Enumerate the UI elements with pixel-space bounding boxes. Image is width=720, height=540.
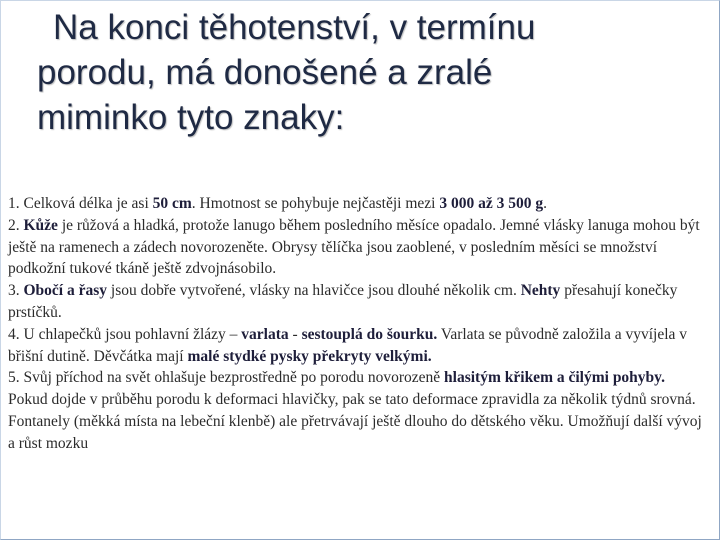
bold-text: 50 cm: [152, 195, 192, 212]
bold-text: sestouplá do šourku.: [301, 325, 438, 343]
text: 1. Celková délka je asi: [8, 195, 153, 212]
bold-text: Nehty: [520, 282, 561, 300]
text: 3.: [8, 282, 24, 300]
bold-text: Kůže: [23, 216, 58, 234]
text: 2.: [8, 216, 24, 234]
text: 5. Svůj příchod na svět ohlašuje bezprostředně po porodu novorozeně: [8, 369, 445, 387]
text: -: [288, 325, 302, 343]
text: . Hmotnost se pohybuje nejčastěji mezi: [191, 195, 440, 212]
bold-text: hlasitým křikem a čilými pohyby.: [444, 369, 665, 387]
text: jsou dobře vytvořené, vlásky na hlavičce jsou dlouhé několik cm.: [107, 282, 521, 300]
text: je růžová a hladká, protože lanugo během posledního měsíce opadalo. Jemné vlásky lanuga mohou být ještě na ramenech a zádech novorozeněte. Obrysy tělíčka jsou zaoblené, v posledním měsíci se množství podkožní tukové tkáně ještě zdvojnásobilo.: [8, 216, 700, 278]
bold-text: 3 000 až 3 500 g: [439, 195, 544, 212]
title-line-2: porodu, má donošené a zralé: [37, 53, 493, 92]
paragraph-genitals: [8, 324, 708, 368]
title-line-3: miminko tyto znaky:: [37, 98, 345, 137]
bold-text: varlata: [241, 325, 289, 343]
title-line-1: Na konci těhotenství, v termínu: [53, 8, 536, 47]
paragraph-brows-nails: [8, 280, 708, 324]
slide-body: [8, 193, 708, 455]
paragraph-closing: Pokud dojde v průběhu porodu k deformaci hlavičky, pak se tato deformace zpravidla za několik týdnů srovná. Fontanely (měkká místa na lebeční klenbě) ale přetrvávají ještě dlouho do dětského věku. Umožňují další vývoj a růst mozku: [8, 391, 702, 452]
bold-text: malé stydké pysky překryty velkými.: [187, 347, 432, 365]
bold-text: Obočí a řasy: [23, 282, 108, 300]
text: .: [543, 195, 547, 212]
paragraph-skin: [8, 215, 708, 280]
paragraph-birth-cry: [8, 367, 708, 389]
text: Varlata se původně založila a vyvíjela v břišní dutině. Děvčátka mají: [8, 325, 688, 365]
slide-title: [37, 5, 697, 140]
text: přesahují konečky prstíčků.: [8, 282, 678, 321]
text: 4. U chlapečků jsou pohlavní žlázy –: [8, 325, 242, 343]
paragraph-length-weight: [8, 193, 708, 215]
